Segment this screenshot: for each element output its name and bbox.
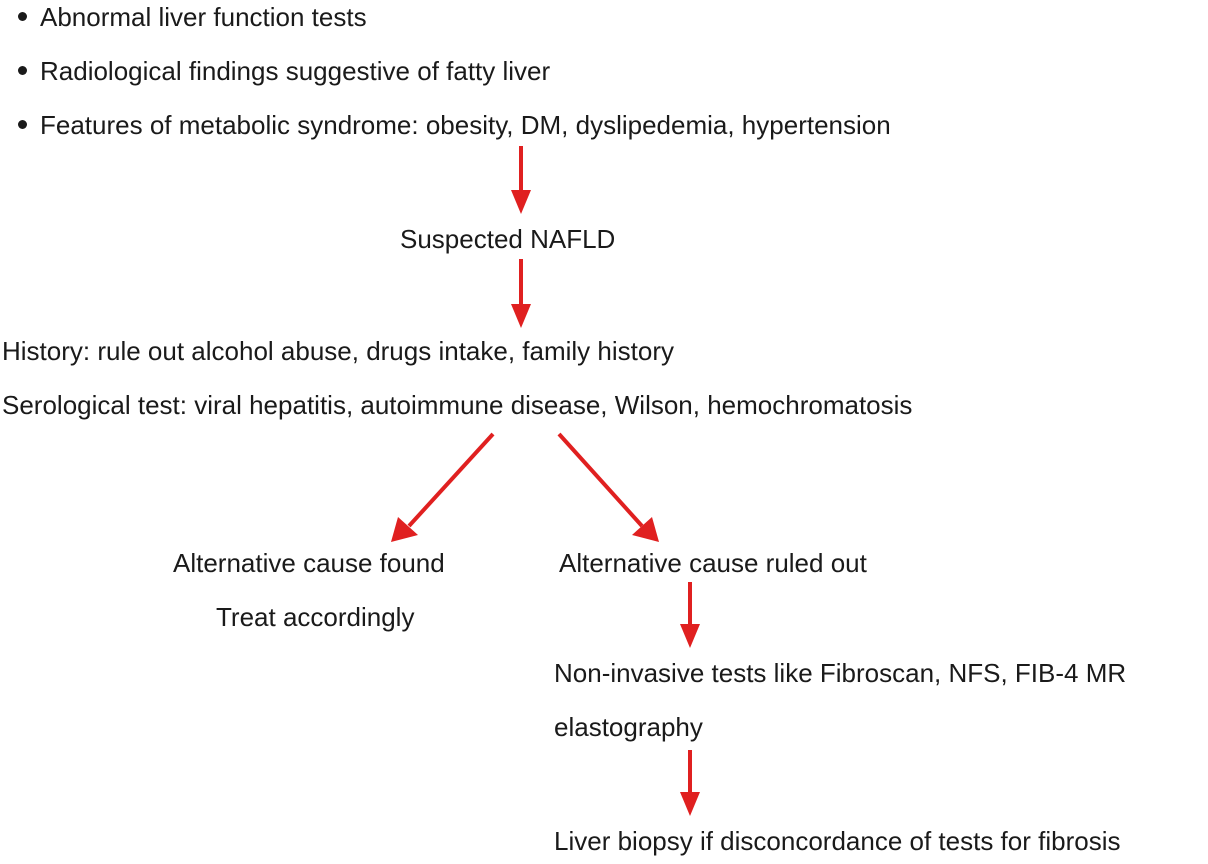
liver-biopsy-node: Liver biopsy if disconcordance of tests for fibrosis: [554, 826, 1121, 856]
arrow-serology-to-ruled-out: [559, 434, 642, 526]
bullet-dot: [18, 120, 27, 129]
arrow-serology-to-found: [409, 434, 493, 526]
arrow-head: [680, 624, 700, 648]
arrow-head: [680, 792, 700, 816]
arrow-head: [632, 517, 659, 542]
noninvasive-tests-line1: Non-invasive tests like Fibroscan, NFS, FIB-4 MR: [554, 658, 1127, 688]
history-node: History: rule out alcohol abuse, drugs intake, family history: [2, 336, 674, 366]
serology-node: Serological test: viral hepatitis, autoimmune disease, Wilson, hemochromatosis: [2, 390, 913, 420]
arrow-head: [391, 517, 418, 542]
suspected-nafld-node: Suspected NAFLD: [400, 224, 616, 254]
bullet-dot: [18, 12, 27, 21]
alternative-cause-ruled-out-node: Alternative cause ruled out: [559, 548, 867, 578]
criteria-item-abnormal-lft: Abnormal liver function tests: [40, 2, 367, 32]
bullet-dot: [18, 66, 27, 75]
arrow-head: [511, 304, 531, 328]
criteria-item-radiological: Radiological findings suggestive of fatty liver: [40, 56, 551, 86]
alternative-cause-found-node: Alternative cause found: [173, 548, 445, 578]
criteria-item-metabolic: Features of metabolic syndrome: obesity, DM, dyslipedemia, hypertension: [40, 110, 891, 140]
arrow-head: [511, 190, 531, 214]
treat-accordingly-node: Treat accordingly: [216, 602, 415, 632]
noninvasive-tests-line2: elastography: [554, 712, 703, 742]
